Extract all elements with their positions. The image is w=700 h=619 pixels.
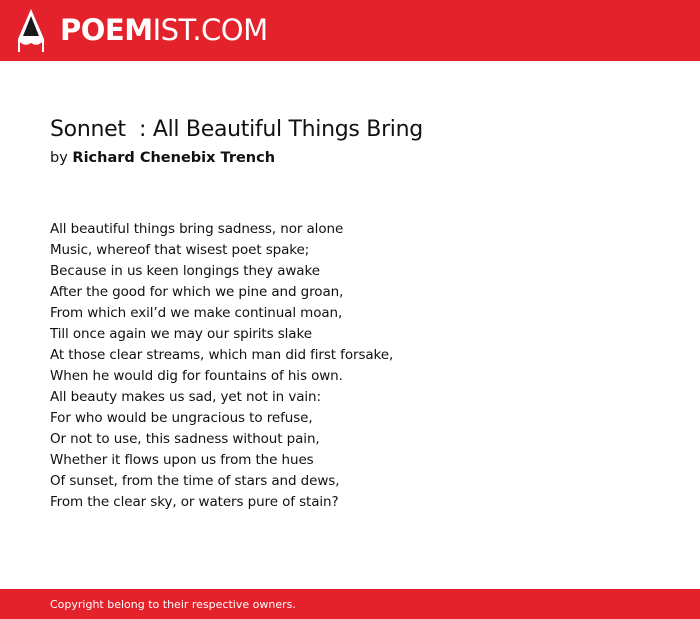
poem-line: Of sunset, from the time of stars and dews, bbox=[50, 473, 340, 489]
poem-line: From the clear sky, or waters pure of stain? bbox=[50, 494, 339, 510]
poem-line: For who would be ungracious to refuse, bbox=[50, 410, 313, 426]
poem-line: Till once again we may our spirits slake bbox=[50, 326, 312, 342]
poem-byline bbox=[50, 150, 275, 166]
site-logo-text bbox=[60, 13, 268, 47]
site-header bbox=[0, 0, 700, 61]
logo-text-light: IST.COM bbox=[152, 13, 268, 47]
poem-line: Whether it flows upon us from the hues bbox=[50, 452, 314, 468]
site-logo-link[interactable] bbox=[18, 9, 268, 52]
poem-body bbox=[50, 219, 393, 513]
copyright-notice: Copyright belong to their respective owners. bbox=[50, 598, 296, 611]
site-footer bbox=[0, 589, 700, 619]
by-label: by bbox=[50, 150, 68, 166]
poem-line: From which exil’d we make continual moan, bbox=[50, 305, 343, 321]
poem-line: At those clear streams, which man did first forsake, bbox=[50, 347, 394, 363]
poem-line: All beautiful things bring sadness, nor alone bbox=[50, 221, 344, 237]
pencil-tip-icon bbox=[18, 9, 44, 52]
poem-line: Because in us keen longings they awake bbox=[50, 263, 320, 279]
poem-line: Or not to use, this sadness without pain, bbox=[50, 431, 320, 447]
logo-text-bold: POEM bbox=[60, 13, 153, 47]
author-link[interactable]: Richard Chenebix Trench bbox=[72, 150, 276, 166]
poem-line: After the good for which we pine and groan, bbox=[50, 284, 344, 300]
poem-line: Music, whereof that wisest poet spake; bbox=[50, 242, 310, 258]
poem-line: All beauty makes us sad, yet not in vain: bbox=[50, 389, 321, 405]
poem-title: Sonnet : All Beautiful Things Bring bbox=[50, 117, 423, 142]
poem-line: When he would dig for fountains of his own. bbox=[50, 368, 343, 384]
